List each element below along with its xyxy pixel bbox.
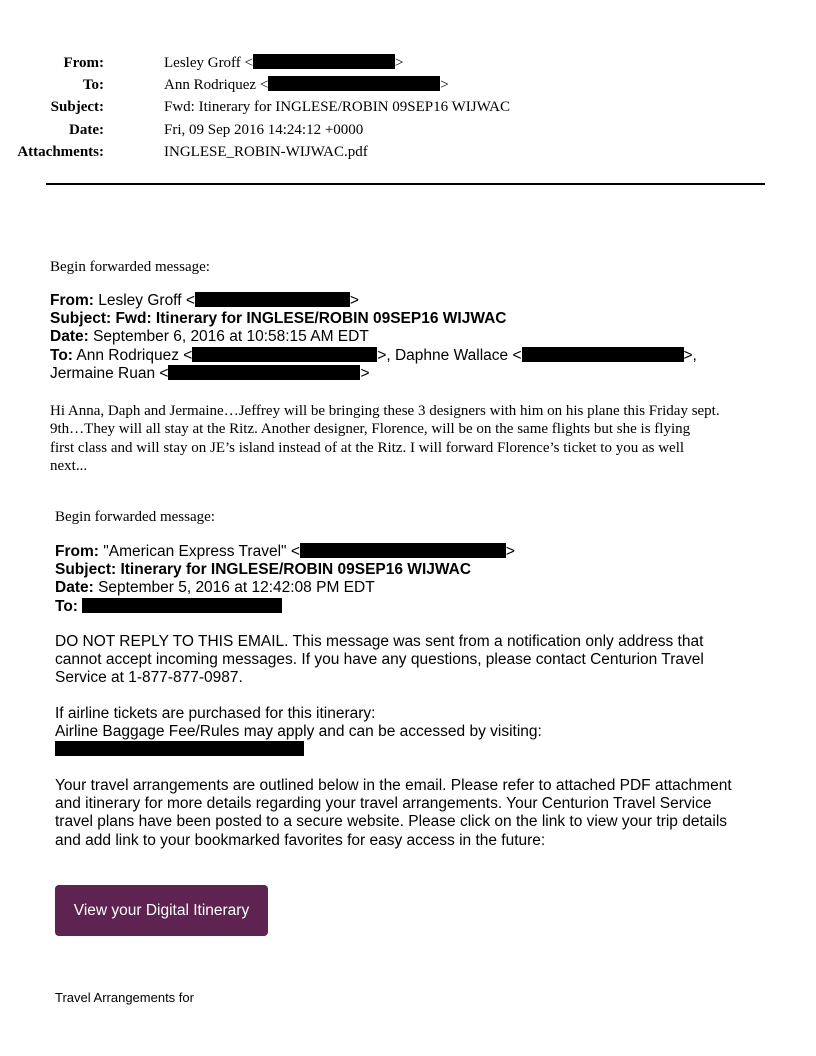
- header-from-row: [0, 52, 760, 74]
- email-header: [0, 52, 760, 163]
- forward2-from-row: [55, 543, 515, 561]
- forward2-to-row: [55, 598, 515, 616]
- header-subject-label: Subject:: [50, 99, 104, 116]
- header-date-label: Date:: [69, 121, 104, 138]
- forward1-subject-label: Subject:: [50, 310, 112, 328]
- header-attachments-row: [0, 141, 760, 163]
- redacted-email: [522, 347, 684, 362]
- travel-line: and itinerary for more details regarding your travel arrangements. Your Centurion Travel Service: [55, 795, 712, 813]
- forward1-from-label: From:: [50, 292, 94, 309]
- notice-line: Service at 1-877-877-0987.: [55, 669, 243, 687]
- forward2-date-label: Date:: [55, 579, 94, 597]
- no-reply-notice: [55, 633, 704, 688]
- airline-baggage-info: [55, 705, 542, 760]
- forward2-intro: Begin forwarded message:: [55, 509, 215, 525]
- close-bracket: >: [360, 364, 370, 382]
- travel-arrangements-footer: Travel Arrangements for: [55, 990, 194, 1005]
- forward1-from-value: Lesley Groff <: [98, 292, 195, 309]
- forward2-date-row: [55, 579, 515, 597]
- forward1-to-separator: >, Daphne Wallace <: [377, 346, 522, 364]
- forward1-body: [50, 402, 770, 475]
- close-bracket: >: [395, 55, 404, 71]
- forward2-from-label: From:: [55, 543, 99, 560]
- forward1-date-row: [50, 328, 697, 346]
- body-line: Hi Anna, Daph and Jermaine…Jeffrey will be bringing these 3 designers with him on his plane this Friday sept.: [50, 403, 720, 419]
- redacted-email: [253, 54, 395, 69]
- forward1-to-line2: Jermaine Ruan <: [50, 364, 169, 382]
- attachment-filename[interactable]: INGLESE_ROBIN-WIJWAC.pdf: [164, 143, 368, 160]
- forward2-date-value: September 5, 2016 at 12:42:08 PM EDT: [98, 579, 375, 597]
- body-line: 9th…They will all stay at the Ritz. Another designer, Florence, will be on the same flights but she is flying: [50, 421, 691, 438]
- forward2-from-value: "American Express Travel" <: [103, 543, 300, 560]
- forward1-from-row: [50, 292, 697, 310]
- forward2-subject-value: Itinerary for INGLESE/ROBIN 09SEP16 WIJWAC: [120, 561, 472, 579]
- forward2-subject-label: Subject:: [55, 561, 117, 579]
- notice-line: DO NOT REPLY TO THIS EMAIL. This message was sent from a notification only address that: [55, 633, 704, 650]
- forward1-subject-value: Fwd: Itinerary for INGLESE/ROBIN 09SEP16 WIJWAC: [115, 310, 507, 328]
- redacted-email: [300, 543, 506, 558]
- forward1-intro: Begin forwarded message:: [50, 259, 210, 275]
- travel-line: and add link to your bookmarked favorites for easy access in the future:: [55, 831, 546, 849]
- forward1-to-label: To:: [50, 346, 73, 364]
- forward1-headers: [50, 292, 697, 383]
- forward1-subject-row: [50, 310, 697, 328]
- header-to-row: [0, 74, 760, 96]
- redacted-email: [168, 365, 360, 380]
- header-divider: [46, 183, 765, 185]
- travel-line: travel plans have been posted to a secure website. Please click on the link to view your trip details: [55, 813, 728, 831]
- header-to-label: To:: [82, 77, 104, 94]
- forward1-to-end: >,: [683, 346, 697, 364]
- close-bracket: >: [349, 292, 359, 309]
- header-from-label: From:: [63, 55, 104, 71]
- forward1-to-row: [50, 347, 697, 365]
- airline-line: Airline Baggage Fee/Rules may apply and can be accessed by visiting:: [55, 723, 542, 741]
- redacted-email: [268, 76, 440, 91]
- body-line: next...: [50, 457, 88, 474]
- forward1-to-row-2: [50, 365, 697, 383]
- view-digital-itinerary-button[interactable]: View your Digital Itinerary: [55, 885, 268, 936]
- forward2-to-label: To:: [55, 597, 78, 615]
- travel-line: Your travel arrangements are outlined below in the email. Please refer to attached PDF attachment: [55, 777, 732, 794]
- redacted-email: [195, 292, 350, 307]
- header-from-value: Lesley Groff <: [164, 55, 253, 71]
- redacted-link: [55, 741, 304, 756]
- redacted-email: [82, 598, 282, 613]
- redacted-email: [192, 347, 377, 362]
- travel-arrangements-text: [55, 777, 732, 850]
- header-date-row: [0, 119, 760, 141]
- forward1-date-value: September 6, 2016 at 10:58:15 AM EDT: [93, 328, 369, 346]
- close-bracket: >: [505, 543, 515, 560]
- forward2-subject-row: [55, 561, 515, 579]
- close-bracket: >: [440, 77, 449, 94]
- header-to-value: Ann Rodriquez <: [164, 77, 269, 94]
- header-date-value: Fri, 09 Sep 2016 14:24:12 +0000: [164, 121, 364, 138]
- forward1-date-label: Date:: [50, 328, 89, 346]
- header-attachments-label: Attachments:: [17, 143, 104, 160]
- airline-line: If airline tickets are purchased for this itinerary:: [55, 705, 376, 722]
- header-subject-row: [0, 96, 760, 118]
- forward1-to-value: Ann Rodriquez <: [76, 346, 193, 364]
- forward2-headers: [55, 543, 515, 616]
- body-line: first class and will stay on JE’s island instead of at the Ritz. I will forward Florence’s ticket to you as well: [50, 439, 685, 456]
- notice-line: cannot accept incoming messages. If you have any questions, please contact Centurion Travel: [55, 651, 704, 669]
- header-subject-value: Fwd: Itinerary for INGLESE/ROBIN 09SEP16 WIJWAC: [164, 99, 510, 116]
